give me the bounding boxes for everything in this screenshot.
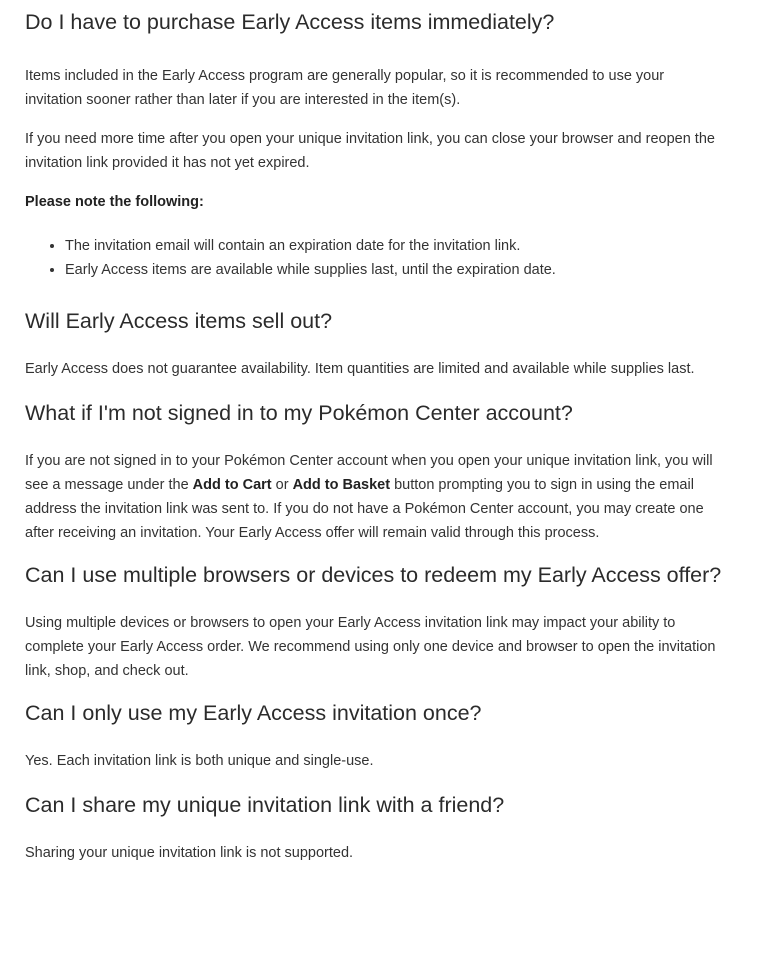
- list-item: • Early Access items are available while supplies last, until the expiration date.: [65, 258, 725, 282]
- faq-answer-paragraph: Early Access does not guarantee availability. Item quantities are limited and available while supplies last.: [25, 361, 695, 377]
- faq-answer-paragraph: Sharing your unique invitation link is not supported.: [25, 845, 354, 861]
- faq-question-purchase-immediately: Do I have to purchase Early Access items immediately?: [25, 10, 555, 34]
- faq-answer-paragraph: [25, 449, 725, 545]
- answer-text: or: [271, 477, 293, 493]
- faq-question-share-link: Can I share my unique invitation link with a friend?: [25, 793, 505, 817]
- note-heading: Please note the following:: [25, 194, 204, 210]
- faq-answer-paragraph: If you need more time after you open your unique invitation link, you can close your browser and reopen the invitation link provided it has not yet expired.: [25, 131, 715, 171]
- faq-question-multiple-browsers: Can I use multiple browsers or devices to redeem my Early Access offer?: [25, 563, 722, 587]
- add-to-cart-label: Add to Cart: [192, 477, 272, 493]
- list-item: • The invitation email will contain an expiration date for the invitation link.: [65, 234, 725, 258]
- answer-text: button prompting you to sign in using the email address the invitation link was sent to. If you do not have a Pokémon Center account, you may create one after receiving an invitation. Your Early Access offer will remain valid through this process.: [25, 477, 704, 541]
- faq-question-not-signed-in: What if I'm not signed in to my Pokémon Center account?: [25, 401, 573, 425]
- faq-note-label: [25, 190, 725, 214]
- faq-content: [25, 0, 725, 865]
- faq-question-use-once: Can I only use my Early Access invitation once?: [25, 701, 482, 725]
- faq-note-list: [25, 234, 725, 282]
- faq-answer-paragraph: Using multiple devices or browsers to open your Early Access invitation link may impact your ability to complete your Early Access order. We recommend using only one device and browser to open the invitation link, shop, and check out.: [25, 615, 716, 679]
- faq-answer-paragraph: Yes. Each invitation link is both unique and single-use.: [25, 753, 374, 769]
- add-to-basket-label: Add to Basket: [292, 477, 391, 493]
- faq-answer-paragraph: Items included in the Early Access program are generally popular, so it is recommended to use your invitation sooner rather than later if you are interested in the item(s).: [25, 68, 665, 108]
- answer-text: If you are not signed in to your Pokémon Center account when you open your unique invitation link, you will see a message under the: [25, 453, 713, 493]
- faq-question-sell-out: Will Early Access items sell out?: [25, 309, 333, 333]
